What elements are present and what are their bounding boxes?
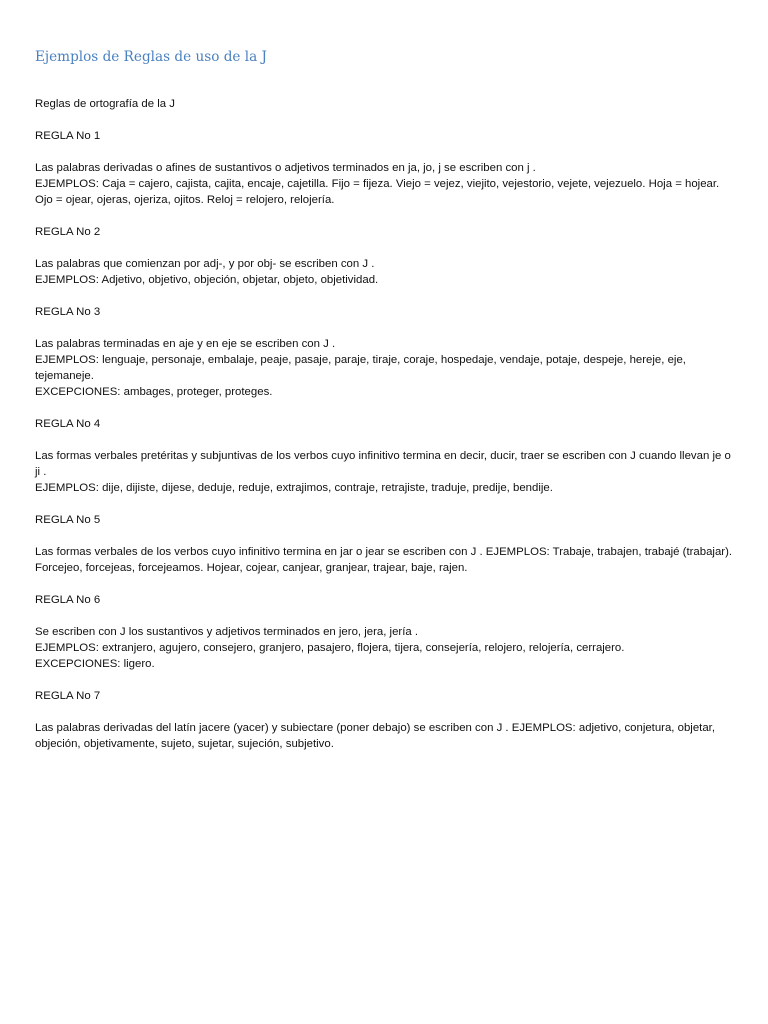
rule-heading: REGLA No 5 xyxy=(35,514,101,526)
rule-text-line: EXCEPCIONES: ambages, proteger, proteges. xyxy=(35,386,273,398)
document-title: Ejemplos de Reglas de uso de la J xyxy=(35,49,267,65)
rule-heading: REGLA No 7 xyxy=(35,690,101,702)
rule-2 xyxy=(35,224,735,288)
rule-5 xyxy=(35,512,735,576)
rule-text-line: EXCEPCIONES: ligero. xyxy=(35,658,155,670)
rule-1 xyxy=(35,128,735,208)
rule-body xyxy=(35,448,735,496)
rule-text-line: Las palabras terminadas en aje y en eje se escriben con J . xyxy=(35,338,336,350)
rule-heading: REGLA No 4 xyxy=(35,418,101,430)
document-content xyxy=(35,96,735,768)
rule-body xyxy=(35,544,735,576)
rule-4 xyxy=(35,416,735,496)
rule-body xyxy=(35,160,735,208)
rule-body xyxy=(35,720,735,752)
rule-text-line: Las formas verbales de los verbos cuyo infinitivo termina en jar o jear se escriben con J . EJEMPLOS: Trabaje, trabajen, trabajé (trabajar). Forcejeo, forcejeas, forcejeamos. Hojear, cojear, canjear, granjear, trajear, baje, rajen. xyxy=(35,546,733,574)
rule-text-line: EJEMPLOS: dije, dijiste, dijese, deduje, reduje, extrajimos, contraje, retrajiste, traduje, predije, bendije. xyxy=(35,482,553,494)
rule-7 xyxy=(35,688,735,752)
rule-heading: REGLA No 6 xyxy=(35,594,101,606)
rule-body xyxy=(35,336,735,400)
rule-heading: REGLA No 2 xyxy=(35,226,101,238)
rule-text-line: Las formas verbales pretéritas y subjuntivas de los verbos cuyo infinitivo termina en decir, ducir, traer se escriben con J cuando llevan je o ji . xyxy=(35,450,731,478)
rule-text-line: EJEMPLOS: Adjetivo, objetivo, objeción, objetar, objeto, objetividad. xyxy=(35,274,379,286)
rule-3 xyxy=(35,304,735,400)
rule-text-line: Se escriben con J los sustantivos y adjetivos terminados en jero, jera, jería . xyxy=(35,626,419,638)
rule-text-line: EJEMPLOS: extranjero, agujero, consejero, granjero, pasajero, flojera, tijera, consejería, relojero, relojería, cerrajero. xyxy=(35,642,625,654)
rule-heading: REGLA No 3 xyxy=(35,306,101,318)
document-subtitle: Reglas de ortografía de la J xyxy=(35,98,175,110)
rule-body xyxy=(35,256,735,288)
rule-text-line: EJEMPLOS: Caja = cajero, cajista, cajita, encaje, cajetilla. Fijo = fijeza. Viejo = vejez, viejito, vejestorio, vejete, vejezuelo. Hoja = hojear. Ojo = ojear, ojeras, ojeriza, ojitos. Reloj = relojero, relojería. xyxy=(35,178,720,206)
rule-6 xyxy=(35,592,735,672)
rule-body xyxy=(35,624,735,672)
rule-text-line: Las palabras derivadas o afines de sustantivos o adjetivos terminados en ja, jo, j se escriben con j . xyxy=(35,162,536,174)
rule-text-line: Las palabras derivadas del latín jacere (yacer) y subiectare (poner debajo) se escriben con J . EJEMPLOS: adjetivo, conjetura, objetar, objeción, objetivamente, sujeto, sujetar, sujeción, subjetivo. xyxy=(35,722,716,750)
rule-text-line: EJEMPLOS: lenguaje, personaje, embalaje, peaje, pasaje, paraje, tiraje, coraje, hospedaje, vendaje, potaje, despeje, hereje, eje, tejemaneje. xyxy=(35,354,686,382)
rule-text-line: Las palabras que comienzan por adj-, y por obj- se escriben con J . xyxy=(35,258,375,270)
rule-heading: REGLA No 1 xyxy=(35,130,101,142)
